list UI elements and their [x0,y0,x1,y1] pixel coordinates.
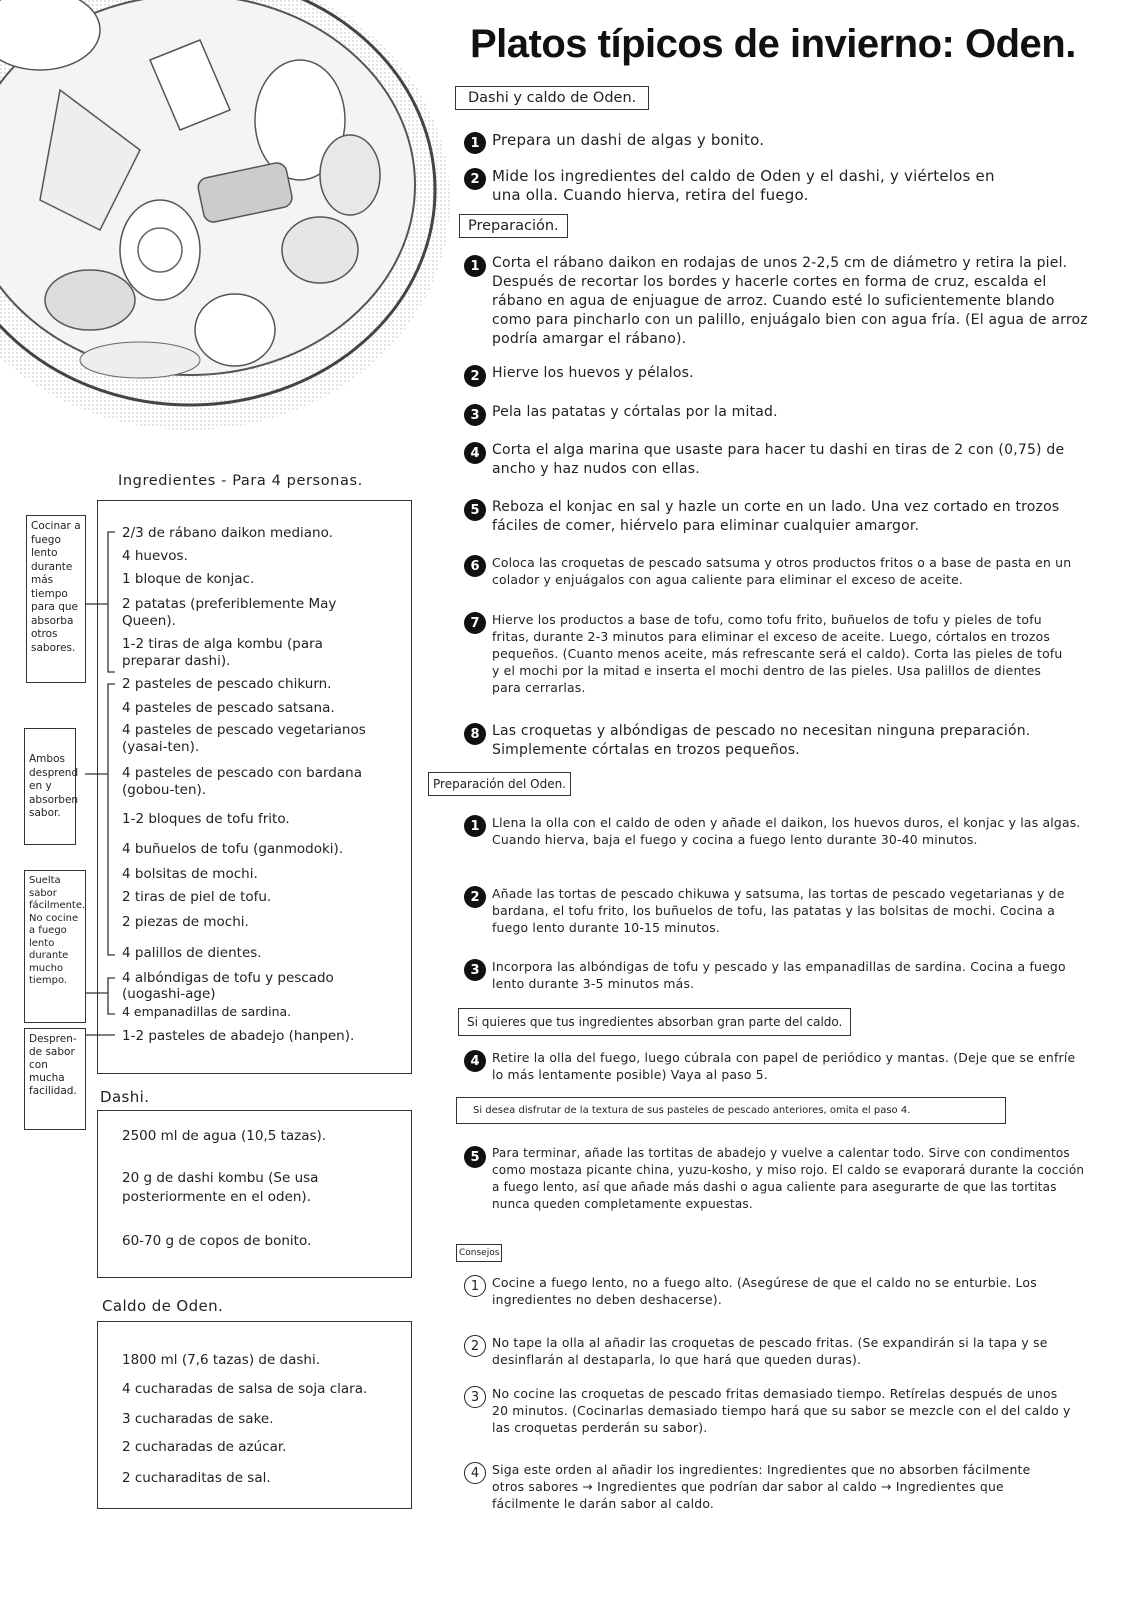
caldo-header: Caldo de Oden. [102,1297,224,1315]
step-number: 5 [464,1146,486,1168]
dashi-item: 2500 ml de agua (10,5 tazas). [122,1128,327,1144]
dashi-step-1 [464,131,1084,154]
step-number: 4 [464,1050,486,1072]
step-text: Reboza el konjac en sal y hazle un corte en un lado. Una vez cortado en trozos fáciles de comer, hiérvelo para eliminar cualquier amargor. [492,499,1060,534]
caldo-item: 4 cucharadas de salsa de soja clara. [122,1381,368,1397]
section-header-preparacion: Preparación. [459,214,568,238]
ingredient-item: 4 pasteles de pescado con bardana (gobou-ten). [122,765,362,798]
tip-2 [464,1334,1074,1368]
step-text: Incorpora las albóndigas de tofu y pescado y las empanadillas de sardina. Cocina a fuego lento durante 3-5 minutos más. [492,959,1066,991]
side-note: Despren-de sabor con mucha facilidad. [24,1028,86,1130]
ingredient-item: 4 huevos. [122,548,188,564]
step-number: 3 [464,959,486,981]
ingredient-item: 4 pasteles de pescado vegetarianos (yasai-ten). [122,722,366,755]
step-number: 2 [464,365,486,387]
ingredient-item: 1-2 tiras de alga kombu (para preparar dashi). [122,636,323,669]
caldo-item: 2 cucharadas de azúcar. [122,1439,287,1455]
tips-header: Consejos [456,1244,502,1262]
prep-step-3 [464,403,1096,426]
tip-3 [464,1385,1074,1436]
step-number: 1 [464,132,486,154]
prep-step-4 [464,441,1096,479]
side-note: Ambos desprend en y absorben sabor. [24,728,76,845]
step-text: Prepara un dashi de algas y bonito. [492,131,765,149]
tip-1 [464,1274,1094,1308]
step-text: Las croquetas y albóndigas de pescado no necesitan ninguna preparación. Simplemente córtalas en trozos pequeños. [492,723,1031,758]
oden-step-1 [464,814,1084,848]
side-note: Suelta sabor fácilmente. No cocine a fuego lento durante mucho tiempo. [24,870,86,1023]
absorb-note-box: Si quieres que tus ingredientes absorban gran parte del caldo. [458,1008,851,1036]
step-number: 7 [464,612,486,634]
oden-step-2 [464,885,1074,936]
oden-step-5 [464,1145,1089,1213]
ingredient-item: 2 pasteles de pescado chikurn. [122,676,332,692]
step-number: 4 [464,442,486,464]
ingredient-item: 4 buñuelos de tofu (ganmodoki). [122,841,344,857]
step-number: 5 [464,499,486,521]
section-header-preparacion-oden: Preparación del Oden. [428,772,571,796]
step-text: Corta el rábano daikon en rodajas de unos 2-2,5 cm de diámetro y retira la piel. Después de recortar los bordes y hacerle cortes en forma de cruz, escalda el rábano en agua de enjuague de arroz. Cuando esté lo suficientemente blando como para pincharlo con un palillo, enjuágalo bien con agua fría. (El agua de arroz podría amargar el rábano). [492,255,1088,347]
texture-note-box: Si desea disfrutar de la textura de sus pasteles de pescado anteriores, omita el paso 4. [456,1097,1006,1124]
step-number: 3 [464,404,486,426]
dashi-step-2 [464,167,1024,205]
ingredients-header: Ingredientes - Para 4 personas. [118,473,363,489]
ingredient-item: 4 bolsitas de mochi. [122,866,258,882]
tip-number: 4 [464,1462,486,1484]
prep-step-6 [464,554,1096,588]
step-text: Añade las tortas de pescado chikuwa y satsuma, las tortas de pescado vegetarianas y de bardana, el tofu frito, los buñuelos de tofu, las patatas y las bolsitas de mochi. Cocina a fuego lento durante 10-15 minutos. [492,886,1065,935]
step-text: Mide los ingredientes del caldo de Oden y el dashi, y viértelos en una olla. Cuando hierva, retira del fuego. [492,167,995,204]
prep-step-7 [464,611,1074,696]
step-text: Coloca las croquetas de pescado satsuma y otros productos fritos o a base de pasta en un colador y enjuágalos con agua caliente para eliminar el exceso de aceite. [492,555,1072,587]
dashi-item: 20 g de dashi kombu (Se usa posteriormente en el oden). [122,1170,319,1205]
ingredient-item: 4 empanadillas de sardina. [122,1004,292,1019]
side-note: Cocinar a fuego lento durante más tiempo para que absorba otros sabores. [26,515,86,683]
prep-step-1 [464,254,1096,349]
ingredient-item: 4 palillos de dientes. [122,945,262,961]
ingredient-item: 1 bloque de konjac. [122,571,255,587]
step-number: 1 [464,815,486,837]
ingredient-item: 2/3 de rábano daikon mediano. [122,525,333,541]
ingredient-item: 1-2 pasteles de abadejo (hanpen). [122,1028,355,1044]
caldo-item: 1800 ml (7,6 tazas) de dashi. [122,1352,321,1368]
page-title: Platos típicos de invierno: Oden. [470,22,1076,66]
step-text: Retire la olla del fuego, luego cúbrala con papel de periódico y mantas. (Deje que se enfríe lo más lentamente posible) Vaya al paso 5. [492,1050,1076,1082]
dashi-item: 60-70 g de copos de bonito. [122,1233,312,1249]
step-text: Hierve los huevos y pélalos. [492,365,694,381]
step-number: 8 [464,723,486,745]
tip-4 [464,1461,1064,1512]
tip-text: Cocine a fuego lento, no a fuego alto. (Asegúrese de que el caldo no se enturbie. Los ingredientes no deben deshacerse). [492,1275,1037,1307]
step-number: 2 [464,886,486,908]
oden-step-3 [464,958,1084,992]
tip-number: 3 [464,1386,486,1408]
step-text: Para terminar, añade las tortitas de abadejo y vuelve a calentar todo. Sirve con condimentos como mostaza picante china, yuzu-kosho, y miso rojo. El caldo se evaporará durante la cocción a fuego lento, así que añade más dashi o agua caliente para asegurarte de que las tortitas nunca queden completamente expuestas. [492,1146,1085,1211]
prep-step-5 [464,498,1096,536]
prep-step-2 [464,364,1096,387]
tip-text: No tape la olla al añadir las croquetas de pescado fritas. (Se expandirán si la tapa y se desinflarán al destaparla, lo que hará que queden duras). [492,1335,1048,1367]
step-number: 2 [464,168,486,190]
ingredient-item: 2 patatas (preferiblemente May Queen). [122,596,337,629]
step-text: Llena la olla con el caldo de oden y añade el daikon, los huevos duros, el konjac y las algas. Cuando hierva, baja el fuego y cocina a fuego lento durante 30-40 minutos. [492,815,1081,847]
ingredient-item: 4 pasteles de pescado satsana. [122,700,335,716]
tip-number: 2 [464,1335,486,1357]
step-number: 1 [464,255,486,277]
dashi-header: Dashi. [100,1088,150,1106]
ingredient-item: 2 piezas de mochi. [122,914,249,930]
tip-number: 1 [464,1275,486,1297]
ingredient-item: 4 albóndigas de tofu y pescado (uogashi-age) [122,970,334,1002]
ingredient-item: 2 tiras de piel de tofu. [122,889,272,905]
step-text: Hierve los productos a base de tofu, como tofu frito, buñuelos de tofu y pieles de tofu fritas, durante 2-3 minutos para eliminar el exceso de aceite. Luego, córtalos en trozos pequeños. (Cuanto menos aceite, más refrescante será el caldo). Corta las pieles de tofu y el mochi por la mitad e inserta el mochi dentro de las pieles. Usa palillos de dientes para cerrarlas. [492,612,1063,695]
step-text: Corta el alga marina que usaste para hacer tu dashi en tiras de 2 con (0,75) de ancho y haz nudos con ellas. [492,442,1065,477]
step-text: Pela las patatas y córtalas por la mitad. [492,404,778,420]
caldo-item: 3 cucharadas de sake. [122,1411,274,1427]
tip-text: No cocine las croquetas de pescado fritas demasiado tiempo. Retírelas después de unos 20 minutos. (Cocinarlas demasiado tiempo hará que su sabor se mezcle con el del caldo y las croquetas perderán su sabor). [492,1386,1071,1435]
section-header-dashi: Dashi y caldo de Oden. [455,86,649,110]
step-number: 6 [464,555,486,577]
caldo-item: 2 cucharaditas de sal. [122,1470,271,1486]
tip-text: Siga este orden al añadir los ingredientes: Ingredientes que no absorben fácilmente otros sabores → Ingredientes que podrían dar sabor al caldo → Ingredientes que fácilmente le darán sabor al caldo. [492,1462,1031,1511]
ingredient-item: 1-2 bloques de tofu frito. [122,811,290,827]
oden-step-4 [464,1049,1084,1083]
prep-step-8 [464,722,1096,760]
